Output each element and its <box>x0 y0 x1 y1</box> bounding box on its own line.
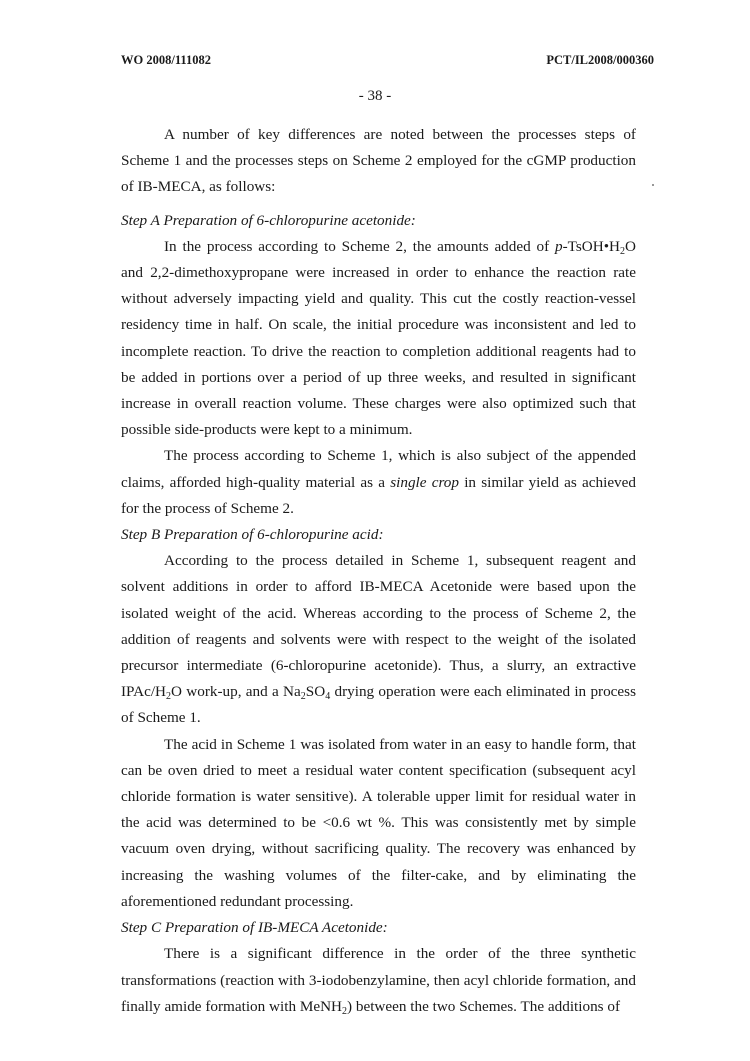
text-run: ) between the two Schemes. The additions of <box>347 997 621 1015</box>
subscript: 2 <box>300 691 306 703</box>
step-a-heading: Step A Preparation of 6-chloropurine acetonide: <box>121 211 416 229</box>
italic-run: p <box>555 237 563 255</box>
text-run: O work-up, and a Na <box>171 683 301 701</box>
text-run: drying operation were each eliminated in process of Scheme 1. <box>121 683 636 727</box>
text-run: In the process according to Scheme 2, the amounts added of <box>164 237 556 255</box>
step-c-paragraph-1 <box>121 941 636 1020</box>
intro-paragraph: A number of key differences are noted between the processes steps of Scheme 1 and the processes steps on Scheme 2 employed for the cGMP production of IB-MECA, as follows: <box>121 126 636 196</box>
step-b-heading: Step B Preparation of 6-chloropurine acid: <box>121 526 384 544</box>
subscript: 2 <box>342 1005 348 1017</box>
formula-run: -TsOH•H <box>562 237 621 255</box>
text-run: O and 2,2-dimethoxypropane were increased in order to enhance the reaction rate without adversely impacting yield and quality. This cut the costly reaction-vessel residency time in half. On scale, the initial procedure was inconsistent and led to incomplete reaction. To drive the reaction to completion additional reagents had to be added in portions over a period of up three weeks, and resulted in significant increase in overall reaction volume. These charges were also optimized such that possible side-products were kept to a minimum. <box>121 237 636 439</box>
application-number: PCT/IL2008/000360 <box>546 53 654 67</box>
subscript: 2 <box>620 245 626 257</box>
italic-run: single crop <box>390 473 459 491</box>
text-run: There is a significant difference in the order of the three synthetic transformations (reaction with 3-iodobenzylamine, then acyl chloride formation, and finally amide formation with MeNH <box>121 945 636 1015</box>
subscript: 4 <box>325 691 331 703</box>
text-run: in similar yield as achieved for the process of Scheme 2. <box>121 473 636 517</box>
page-number: - 38 - <box>358 88 392 104</box>
step-a-paragraph-1 <box>121 234 636 444</box>
scan-artifact-dot <box>652 184 654 186</box>
text-run: The process according to Scheme 1, which is also subject of the appended claims, afforded high-quality material as a <box>121 447 636 491</box>
step-b-paragraph-1 <box>121 548 636 731</box>
subscript: 2 <box>166 691 172 703</box>
document-number: WO 2008/111082 <box>121 53 211 67</box>
text-run: According to the process detailed in Scheme 1, subsequent reagent and solvent additions in order to afford IB-MECA Acetonide were based upon the isolated weight of the acid. Whereas according to the process of Scheme 2, the addition of reagents and solvents were with respect to the weight of the isolated precursor intermediate (6-chloropurine acetonide). Thus, a slurry, an extractive IPAc/H <box>121 552 636 701</box>
text-run: SO <box>305 683 326 701</box>
step-c-heading: Step C Preparation of IB-MECA Acetonide: <box>121 919 388 937</box>
step-a-paragraph-2 <box>121 443 636 522</box>
document-body <box>121 122 636 1020</box>
step-b-paragraph-2: The acid in Scheme 1 was isolated from water in an easy to handle form, that can be oven dried to meet a residual water content specification (subsequent acyl chloride formation is water sensitive). A tolerable upper limit for residual water in the acid was determined to be <0.6 wt %. This was consistently met by simple vacuum oven drying, without sacrificing quality. The recovery was enhanced by increasing the washing volumes of the filter-cake, and by eliminating the aforementioned redundant processing. <box>121 735 636 910</box>
